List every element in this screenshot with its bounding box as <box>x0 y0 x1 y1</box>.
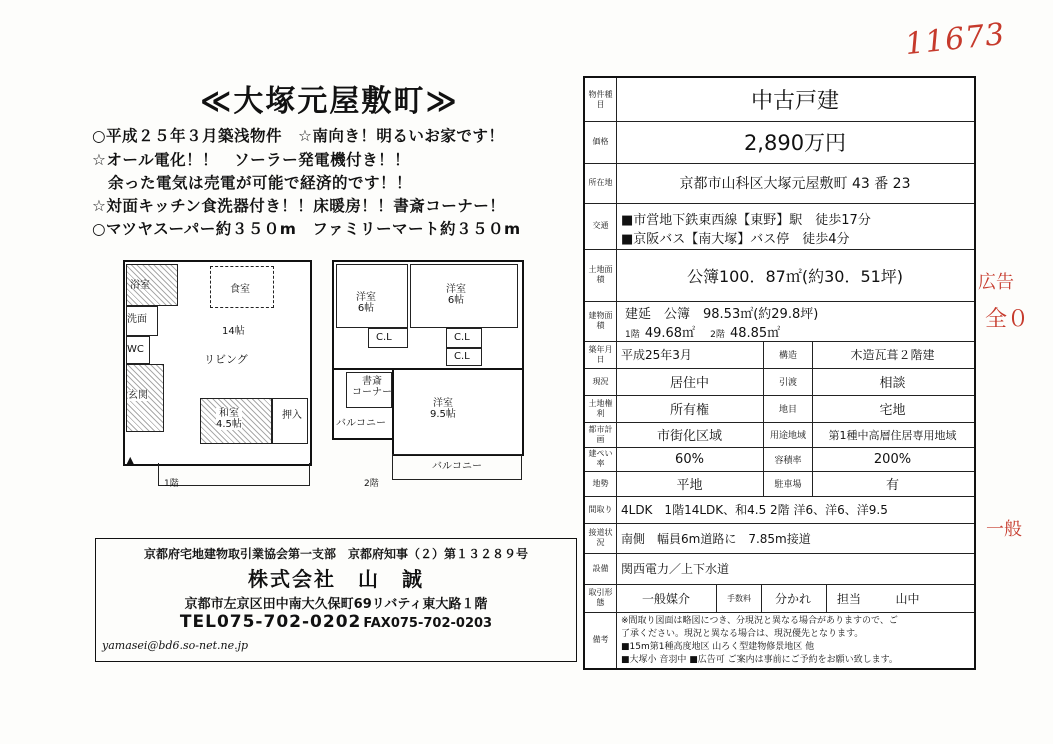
label-address: 所在地 <box>585 163 617 203</box>
value-staff: 山中 <box>895 591 920 606</box>
value-bcr: 60% <box>675 451 704 467</box>
value-terrain: 平地 <box>676 478 703 493</box>
value-building-1f-label: 1階 <box>625 330 640 340</box>
label-type: 物件種目 <box>585 78 617 121</box>
value-transport-1: ■市営地下鉄東西線【東野】駅 徒歩17分 <box>621 213 871 228</box>
floor-label-1f: 1階 <box>164 479 179 489</box>
value-chimoku: 宅地 <box>879 403 906 418</box>
value-handover: 相談 <box>879 376 906 391</box>
label-price: 価格 <box>585 121 617 163</box>
label-deal: 取引形態 <box>585 584 617 612</box>
label-chimoku: 地目 <box>763 395 813 422</box>
value-facility: 関西電力／上下水道 <box>621 562 730 576</box>
closet-1: C.L <box>376 332 392 343</box>
label-staff: 担当 <box>836 591 861 606</box>
company-address: 京都市左京区田中南大久保町69リバティ東大路１階 <box>184 597 488 612</box>
closet-3: C.L <box>454 351 470 362</box>
room-living: リビング <box>204 353 248 366</box>
value-building-1f: 49.68㎡ <box>644 326 696 341</box>
label-terrain: 地勢 <box>585 471 617 496</box>
floor-plan-1f <box>118 258 314 488</box>
value-building-floors <box>625 322 780 341</box>
company-name: 株式会社 山 誠 <box>248 567 424 591</box>
room-youshitsu-b: 洋室 6帖 <box>446 284 466 306</box>
label-facility: 設備 <box>585 553 617 584</box>
room-storage: 押入 <box>282 410 302 421</box>
handwritten-number: 11673 <box>903 16 1007 63</box>
balcony-b: バルコニー <box>432 461 482 472</box>
room-wash: 洗面 <box>127 314 147 325</box>
value-address: 京都市山科区大塚元屋敷町 43 番 23 <box>679 176 911 192</box>
balcony-a: バルコニー <box>336 418 386 429</box>
remarks-line-1: ※間取り図面は略図につき、分現況と異なる場合がありますので、ご <box>621 616 898 626</box>
value-parking: 有 <box>885 478 899 493</box>
value-building-2f-label: 2階 <box>710 330 725 340</box>
label-layout: 間取り <box>585 496 617 523</box>
label-parking: 駐車場 <box>763 471 813 496</box>
label-zoning: 用途地域 <box>763 422 813 447</box>
room-youshitsu-c: 洋室 9.5帖 <box>430 398 456 420</box>
company-box <box>95 538 577 662</box>
label-land: 土地面積 <box>585 249 617 301</box>
feature-line-4: ☆対面キッチン食洗器付き！！床暖房！！書斎コーナー！ <box>92 197 506 215</box>
room-kitchen: 食室 <box>230 284 250 295</box>
label-road: 接道状況 <box>585 523 617 553</box>
label-structure: 構造 <box>763 341 813 368</box>
property-table <box>583 76 976 670</box>
value-building-total: 建延 公簿 98.53㎡(約29.8坪) <box>625 307 819 322</box>
room-bath: 浴室 <box>130 280 150 291</box>
feature-line-1: ○平成２５年３月築浅物件 ☆南向き！明るいお家です！ <box>92 127 505 145</box>
compass-icon: ▲ <box>126 454 135 467</box>
room-ldk-size: 14帖 <box>222 326 245 337</box>
remarks-block <box>621 615 898 667</box>
handwritten-note-ippan: 一般 <box>986 519 1022 540</box>
room-youshitsu-a: 洋室 6帖 <box>356 292 376 314</box>
company-contact <box>96 612 576 632</box>
closet-2: C.L <box>454 332 470 343</box>
label-status: 現況 <box>585 368 617 395</box>
label-bcr: 建ぺい率 <box>585 447 617 471</box>
label-handover: 引渡 <box>763 368 813 395</box>
label-landright: 土地権利 <box>585 395 617 422</box>
room-genkan: 玄関 <box>128 390 148 401</box>
value-built: 平成25年3月 <box>621 348 692 362</box>
remarks-line-3: ■15m第1種高度地区 山ろく型建物修景地区 他 <box>621 642 815 652</box>
value-building-2f: 48.85㎡ <box>729 326 781 341</box>
room-shosai: 書斎 コーナー <box>352 376 392 398</box>
room-wc: WC <box>127 344 144 355</box>
company-email: yamasei@bd6.so-net.ne.jp <box>102 639 249 652</box>
feature-line-5: ○マツヤスーパー約３５０m ファミリーマート約３５０m <box>92 220 521 238</box>
feature-line-3: 余った電気は売電が可能で経済的です！！ <box>92 174 413 192</box>
value-zoning: 第1種中高層住居専用地域 <box>828 428 957 442</box>
room-washitsu: 和室 4.5帖 <box>216 408 242 430</box>
value-land: 公簿100．87㎡(約30．51坪) <box>686 266 904 286</box>
label-remarks: 備考 <box>585 612 617 668</box>
label-cityplan: 都市計画 <box>585 422 617 447</box>
value-fee: 分かれ <box>760 584 827 612</box>
label-transport: 交通 <box>585 203 617 249</box>
label-building: 建物面積 <box>585 301 617 341</box>
value-price: 2,890万円 <box>743 131 847 155</box>
value-landright: 所有権 <box>669 403 709 418</box>
value-deal: 一般媒介 <box>641 591 690 606</box>
label-built: 築年月日 <box>585 341 617 368</box>
company-license: 京都府宅地建物取引業協会第一支部 京都府知事（２）第１３２８９号 <box>143 547 528 561</box>
label-far: 容積率 <box>763 447 813 471</box>
property-title: ≪大塚元屋敷町≫ <box>200 84 459 119</box>
value-structure: 木造瓦葺２階建 <box>850 348 935 362</box>
remarks-line-2: 了承ください。現況と異なる場合は、現況優先となります。 <box>621 629 864 639</box>
floor-plan-2f <box>328 258 524 488</box>
value-far: 200% <box>873 451 912 467</box>
handwritten-note-zero: 全０ <box>985 307 1030 332</box>
handwritten-note-kokoku: 広告 <box>978 272 1014 293</box>
value-road: 南側 幅員6m道路に 7.85m接道 <box>621 531 811 546</box>
floor-label-2f: 2階 <box>364 479 379 489</box>
label-fee: 手数料 <box>716 584 762 612</box>
value-layout: 4LDK 1階14LDK、和4.5 2階 洋6、洋6、洋9.5 <box>621 503 888 517</box>
value-status: 居住中 <box>669 376 709 391</box>
value-type: 中古戸建 <box>750 89 839 114</box>
remarks-line-4: ■大塚小 音羽中 ■広告可 ご案内は事前にご予約をお願い致します。 <box>621 655 898 665</box>
company-tel: TEL075-702-0202 <box>179 612 362 632</box>
feature-line-2: ☆オール電化！！ ソーラー発電機付き！！ <box>92 151 411 169</box>
value-transport-2: ■京阪バス【南大塚】バス停 徒歩4分 <box>621 232 850 247</box>
value-cityplan: 市街化区域 <box>656 429 722 444</box>
company-fax: FAX075-702-0203 <box>363 616 493 631</box>
